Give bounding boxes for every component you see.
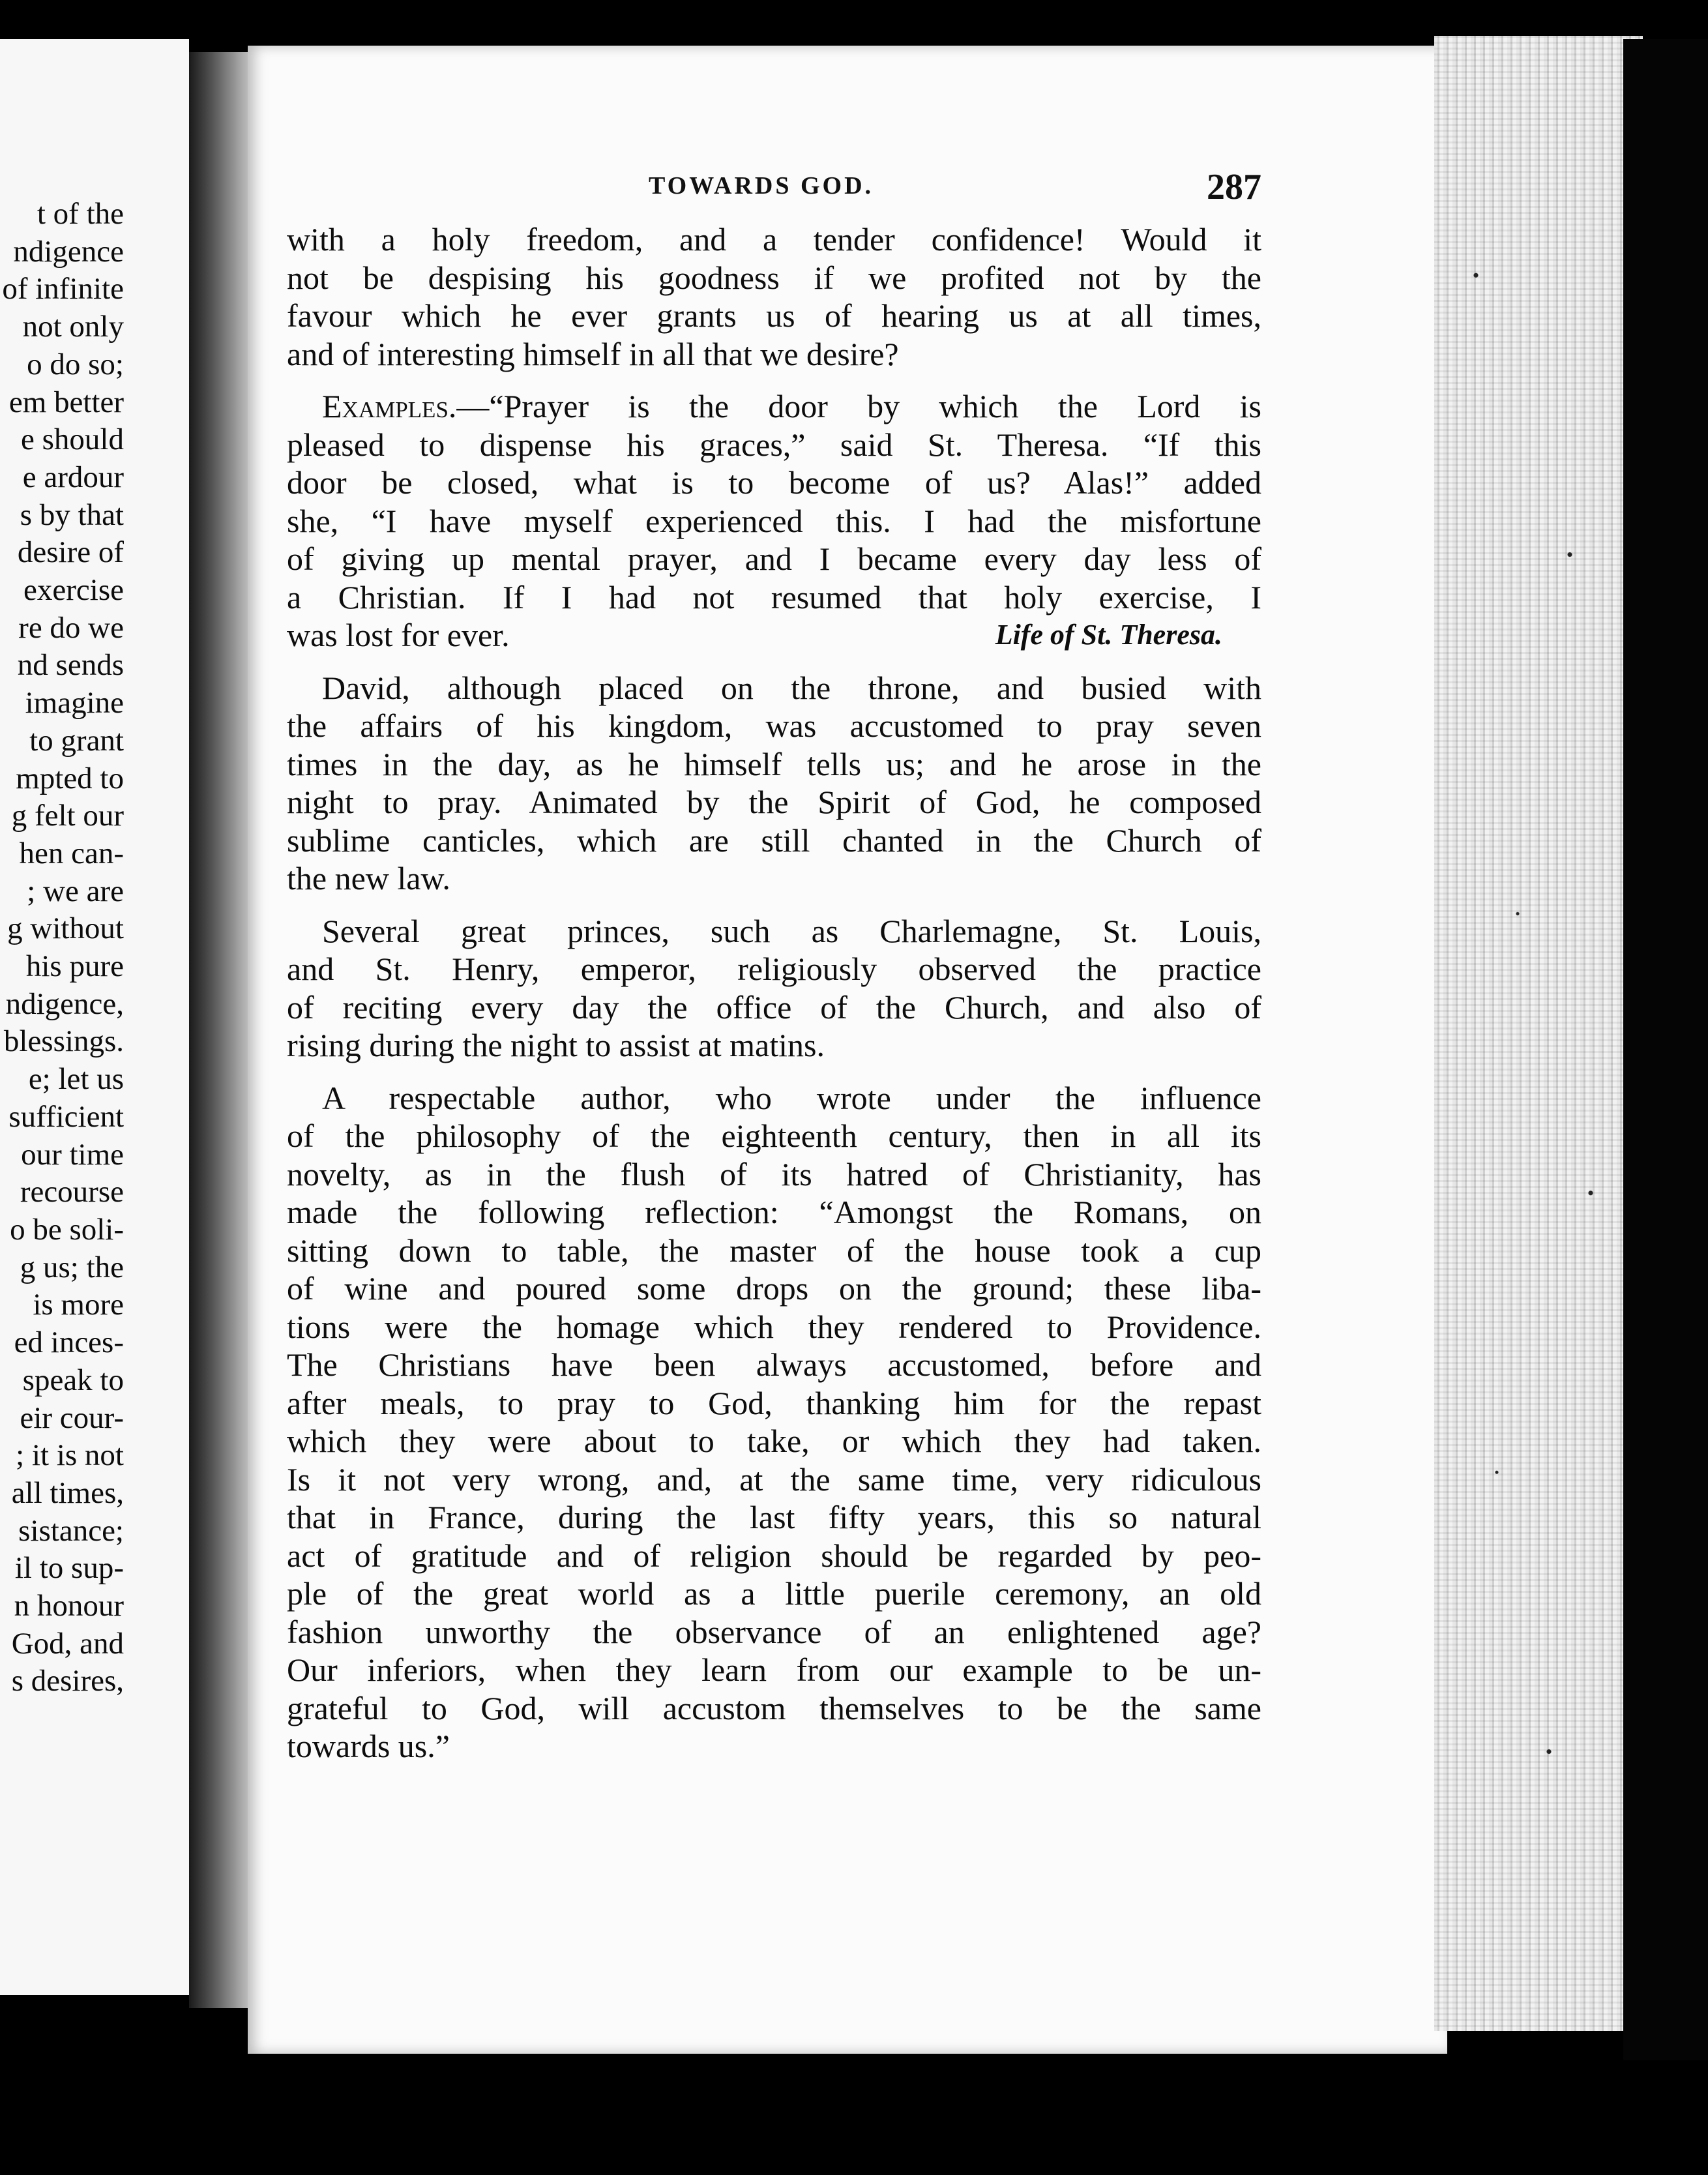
line-text: act of gratitude and of religion should be regarded by peo- [287,1537,1261,1574]
left-page-line: ndigence [13,234,124,269]
line-text: that in France, during the last fifty years, this so natural [287,1499,1261,1535]
left-page-line: nd sends [17,648,124,683]
page-body-text [287,220,1261,1766]
source-citation: Life of St. Theresa. [995,619,1222,651]
text-line [287,502,1261,540]
line-text: sitting down to table, the master of the house took a cup [287,1232,1261,1269]
left-page-line: exercise [23,573,124,608]
left-page-line: n honour [14,1589,124,1623]
text-line [287,1269,1261,1308]
left-page-line: o be soli- [10,1212,124,1247]
left-page-line: s by that [20,497,124,532]
line-text: of wine and poured some drops on the ground; these liba- [287,1270,1261,1307]
left-page-line: sistance; [18,1513,124,1548]
text-line [287,745,1261,784]
text-line [287,821,1261,860]
left-page-line: g without [7,911,124,946]
line-text: fashion unworthy the observance of an enlightened age? [287,1613,1261,1650]
text-line [287,1537,1261,1575]
line-text: pleased to dispense his graces,” said St. Theresa. “If this [287,426,1261,463]
left-page-line: God, and [11,1626,124,1661]
page-fore-edge [1434,36,1643,2031]
left-page-line: to grant [29,723,124,758]
left-page-line: of infinite [2,272,124,306]
running-head-title: TOWARDS GOD. [649,172,874,200]
text-line [287,1689,1261,1728]
paragraph-gap [287,898,1261,912]
line-text: was lost for ever. [287,617,510,653]
left-page-line: ; we are [27,874,124,908]
text-line [287,988,1261,1027]
line-text: David, although placed on the throne, and busied with [322,669,1261,706]
line-text: novelty, as in the flush of its hatred of Christianity, has [287,1155,1261,1192]
book-gutter [189,52,248,2008]
scan-border [1623,39,1708,2060]
line-text: not be despising his goodness if we profited not by the [287,259,1261,296]
text-line [287,1155,1261,1194]
line-text: Is it not very wrong, and, at the same time, very ridiculous [287,1460,1261,1498]
text-line [287,540,1261,578]
paragraph-gap [287,373,1261,387]
paragraph [287,220,1261,373]
text-line [287,220,1261,259]
text-line [287,1651,1261,1689]
left-page-line: t of the [37,197,124,231]
page-number: 287 [1207,167,1261,207]
line-text: tions were the homage which they rendered to Providence. [287,1308,1261,1345]
line-text: which they were about to take, or which they had taken. [287,1423,1261,1459]
left-page-line: speak to [22,1363,124,1397]
left-page-line: ed inces- [14,1325,124,1360]
line-text: towards us.” [287,1728,450,1764]
left-page-line: eir cour- [20,1400,124,1435]
text-line [287,616,1261,655]
left-page-line: mpted to [16,761,124,795]
text-line [287,783,1261,821]
paragraph [287,669,1261,898]
left-page-line: ; it is not [16,1438,124,1473]
line-text: ple of the great world as a little puerile ceremony, an old [287,1575,1261,1612]
left-page-line: desire of [17,535,124,570]
line-text: of giving up mental prayer, and I became every day less of [287,540,1261,577]
line-text: door be closed, what is to become of us? Alas!” added [287,464,1261,501]
line-text: rising during the night to assist at matins. [287,1027,825,1063]
left-page-text-fragment [0,196,124,1700]
text-line [287,335,1261,374]
text-line [287,1727,1261,1766]
left-page-line: all times, [11,1475,124,1510]
text-line [287,1117,1261,1155]
paragraph [287,387,1261,655]
left-page-line: e; let us [28,1062,124,1097]
text-line [287,1232,1261,1270]
section-lead: Examples. [322,388,457,424]
left-page [0,39,189,1995]
left-page-line: our time [21,1137,124,1172]
line-text: grateful to God, will accustom themselves to be the same [287,1689,1261,1726]
left-page-line: ndigence, [5,986,124,1021]
left-page-line: g us; the [20,1250,124,1284]
left-page-line: g felt our [11,799,124,833]
left-page-line: recourse [20,1175,124,1209]
left-page-line: em better [8,385,124,419]
text-line [287,1193,1261,1232]
running-head [287,166,1261,205]
text-line [287,1026,1261,1065]
left-page-line: e ardour [22,460,124,494]
line-text: Our inferiors, when they learn from our example to be un- [287,1651,1261,1688]
line-text: favour which he ever grants us of hearing us at all times, [287,297,1261,334]
line-text: sublime canticles, which are still chanted in the Church of [287,821,1261,859]
left-page-line: is more [33,1288,124,1322]
text-line [287,1575,1261,1613]
text-line [287,259,1261,297]
left-page-line: il to sup- [14,1551,124,1586]
line-text: and St. Henry, emperor, religiously observed the practice [287,951,1261,987]
text-line [287,859,1261,898]
line-text: A respectable author, who wrote under the influence [322,1079,1261,1116]
line-text: of reciting every day the office of the Church, and also of [287,988,1261,1026]
left-page-line: re do we [18,610,124,645]
line-text: with a holy freedom, and a tender confidence! Would it [287,221,1261,258]
left-page-line: hen can- [19,836,124,870]
text-line [287,1422,1261,1460]
line-text: the affairs of his kingdom, was accustomed to pray seven [287,707,1261,744]
line-text: the new law. [287,860,450,896]
line-text: times in the day, as he himself tells us; and he arose in the [287,745,1261,782]
line-text: made the following reflection: “Amongst the Romans, on [287,1194,1261,1230]
left-page-line: blessings. [3,1024,124,1059]
text-line [287,1346,1261,1384]
left-page-line: his pure [25,949,124,984]
text-line [287,297,1261,335]
line-text: night to pray. Animated by the Spirit of God, he composed [287,784,1261,820]
text-line [287,950,1261,988]
paragraph [287,912,1261,1065]
text-line [287,1384,1261,1423]
line-text: Several great princes, such as Charlemagne, St. Louis, [322,912,1261,949]
left-page-line: imagine [25,686,124,720]
text-line [287,1308,1261,1346]
left-page-line: sufficient [8,1099,124,1134]
left-page-line: o do so; [27,347,124,381]
left-page-line: e should [21,422,124,457]
line-text: of the philosophy of the eighteenth century, then in all its [287,1117,1261,1154]
text-line [287,387,1261,426]
text-line [287,912,1261,951]
left-page-line: not only [22,310,124,344]
line-text: after meals, to pray to God, thanking him for the repast [287,1384,1261,1421]
left-page-line: s desires, [11,1664,124,1698]
text-line [287,1498,1261,1537]
line-text: —“Prayer is the door by which the Lord is [456,388,1261,424]
text-line [287,578,1261,617]
text-line [287,426,1261,464]
line-text: she, “I have myself experienced this. I had the misfortune [287,502,1261,539]
text-line [287,1079,1261,1117]
text-line [287,669,1261,707]
text-line [287,707,1261,745]
text-line [287,1613,1261,1651]
paragraph [287,1079,1261,1766]
paragraph-gap [287,655,1261,669]
text-line [287,464,1261,502]
paragraph-gap [287,1065,1261,1079]
line-text: The Christians have been always accustomed, before and [287,1346,1261,1383]
line-text: a Christian. If I had not resumed that holy exercise, I [287,578,1261,615]
text-line [287,1460,1261,1499]
line-text: and of interesting himself in all that we desire? [287,335,899,372]
